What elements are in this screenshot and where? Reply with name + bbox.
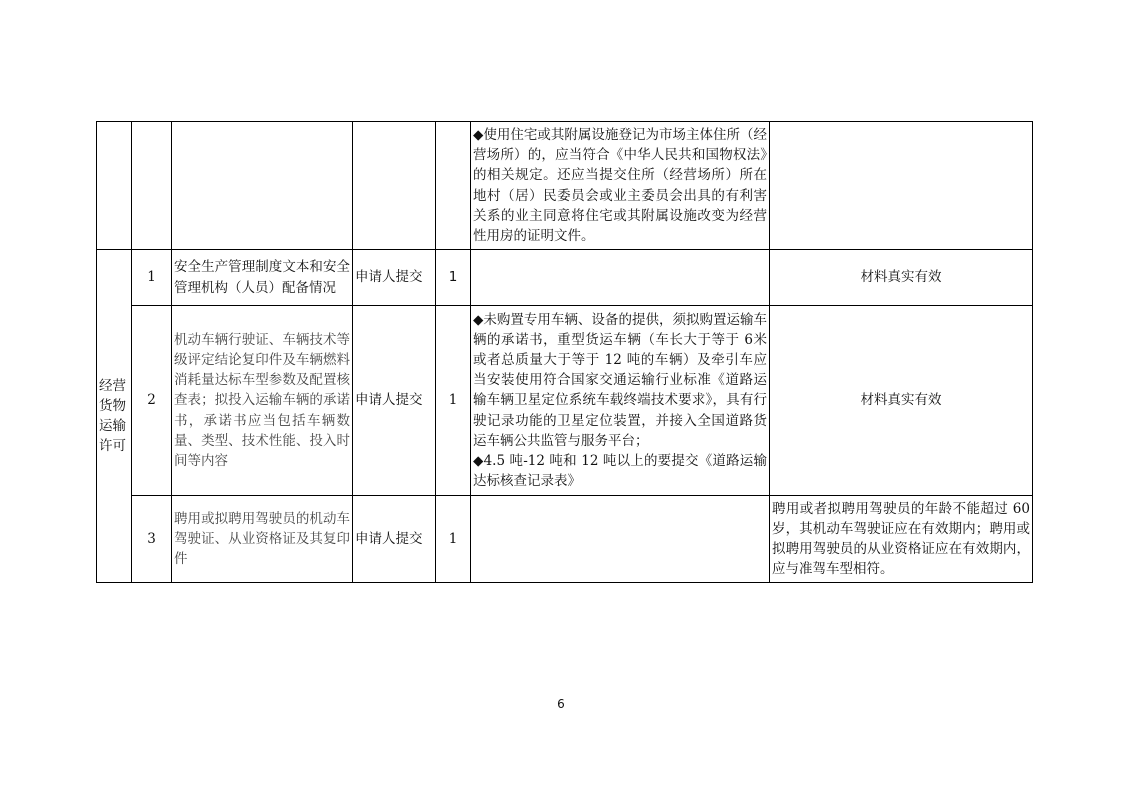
requirement-cell [471,250,770,306]
table-cell-empty [353,122,436,250]
material-source: 申请人提交 [353,496,436,583]
material-source: 申请人提交 [353,306,436,496]
requirements-table [96,121,1033,583]
table-cell-empty [172,122,353,250]
requirement-cell [471,306,770,496]
table-row [97,496,1033,583]
requirement-cell [471,496,770,583]
item-number: 3 [132,496,172,583]
note-cell: 聘用或者拟聘用驾驶员的年龄不能超过 60 岁，其机动车驾驶证应在有效期内；聘用或拟聘用驾驶员的从业资格证应在有效期内，应与准驾车型相符。 [770,496,1033,583]
requirement-paragraph: ◆使用住宅或其附属设施登记为市场主体住所（经营场所）的，应当符合《中华人民共和国物权法》的相关规定。还应当提交住所（经营场所）所在地村（居）民委员会或业主委员会出具的有利害关系的业主同意将住宅或其附属设施改变为经营性用房的证明文件。 [473,126,767,244]
material-name: 安全生产管理制度文本和安全管理机构（人员）配备情况 [172,250,353,306]
requirement-cell [471,122,770,250]
requirement-paragraph: ◆未购置专用车辆、设备的提供，须拟购置运输车辆的承诺书，重型货运车辆（车长大于等于 6米或者总质量大于等于 12 吨的车辆）及牵引车应当安装使用符合国家交通运输行业标准《道路运输车辆卫星定位系统车载终端技术要求》，具有行驶记录功能的卫星定位装置，并接入全国道路货运车辆公共监管与服务平台； [473,311,767,449]
item-number: 2 [132,306,172,496]
requirement-paragraph: ◆4.5 吨-12 吨和 12 吨以上的要提交《道路运输达标核查记录表》 [473,453,767,490]
table-row [97,250,1033,306]
material-name: 机动车辆行驶证、车辆技术等级评定结论复印件及车辆燃料消耗量达标车型参数及配置核查表；拟投入运输车辆的承诺书，承诺书应当包括车辆数量、类型、技术性能、投入时间等内容 [172,306,353,496]
table-cell-empty [770,122,1033,250]
copy-count: 1 [436,306,471,496]
table-cell-empty [436,122,471,250]
note-cell: 材料真实有效 [770,250,1033,306]
table-cell-empty [132,122,172,250]
copy-count: 1 [436,250,471,306]
table-row [97,122,1033,250]
material-name: 聘用或拟聘用驾驶员的机动车驾驶证、从业资格证及其复印件 [172,496,353,583]
page-number: 6 [557,697,565,711]
note-cell: 材料真实有效 [770,306,1033,496]
table-row [97,306,1033,496]
material-source: 申请人提交 [353,250,436,306]
category-cell: 经营货物运输许可 [97,250,132,583]
table-cell-empty [97,122,132,250]
item-number: 1 [132,250,172,306]
copy-count: 1 [436,496,471,583]
